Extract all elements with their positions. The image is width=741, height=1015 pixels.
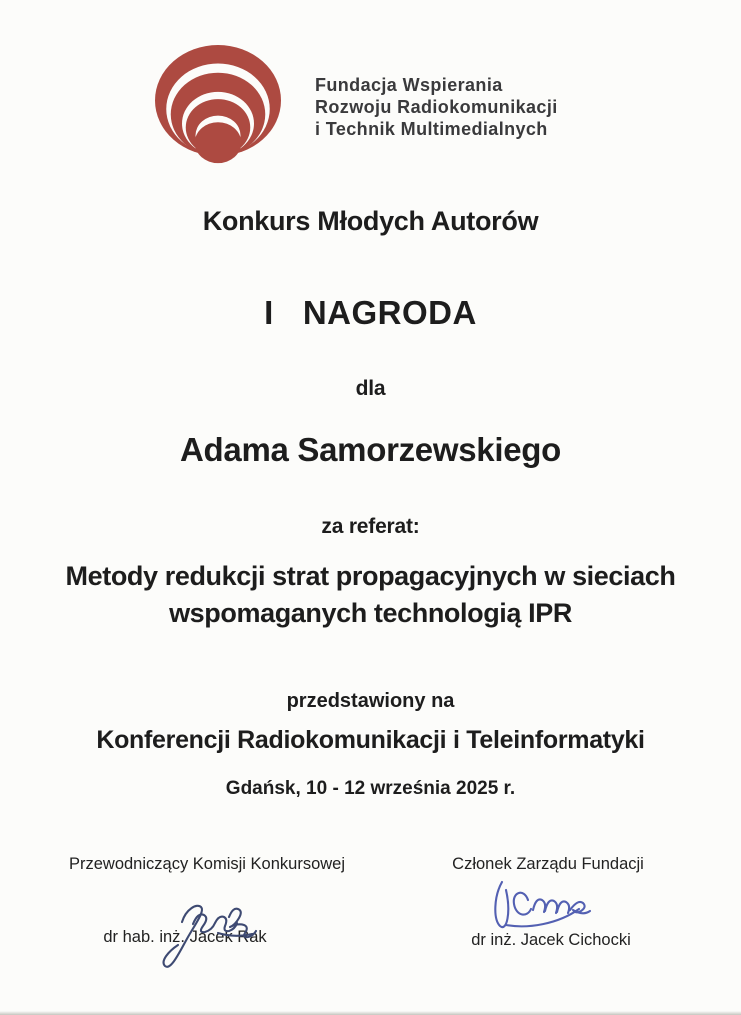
contest-title: Konkurs Młodych Autorów — [202, 206, 539, 236]
paper-label: za referat: — [321, 515, 420, 538]
signature-left-name: dr hab. inż. Jacek Rak — [103, 928, 267, 946]
signature-left-role: Przewodniczący Komisji Konkursowej — [68, 855, 346, 873]
signature-right-name: dr inż. Jacek Cichocki — [471, 931, 631, 949]
signature-ink-jacek-cichocki — [486, 876, 601, 938]
scan-bottom-edge — [0, 1011, 741, 1015]
presented-label: przedstawiony na — [286, 690, 455, 712]
foundation-name-line2: Rozwoju Radiokomunikacji — [315, 97, 558, 117]
conference-name: Konferencji Radiokomunikacji i Teleinformatyki — [96, 726, 645, 754]
foundation-name-line3: i Technik Multimedialnych — [315, 119, 548, 139]
award-heading: I NAGRODA — [264, 294, 477, 331]
foundation-radio-waves-logo — [143, 45, 293, 177]
signature-ink-jacek-rak — [146, 892, 264, 976]
recipient-name: Adama Samorzewskiego — [180, 431, 561, 468]
event-date: Gdańsk, 10 - 12 września 2025 r. — [225, 778, 516, 799]
paper-title-line2: wspomaganych technologią IPR — [169, 598, 572, 628]
signature-right-role: Członek Zarządu Fundacji — [452, 855, 644, 873]
foundation-name-line1: Fundacja Wspierania — [315, 75, 503, 95]
for-label: dla — [355, 377, 386, 400]
paper-title-line1: Metody redukcji strat propagacyjnych w sieciach — [65, 561, 676, 591]
foundation-name — [315, 74, 558, 140]
